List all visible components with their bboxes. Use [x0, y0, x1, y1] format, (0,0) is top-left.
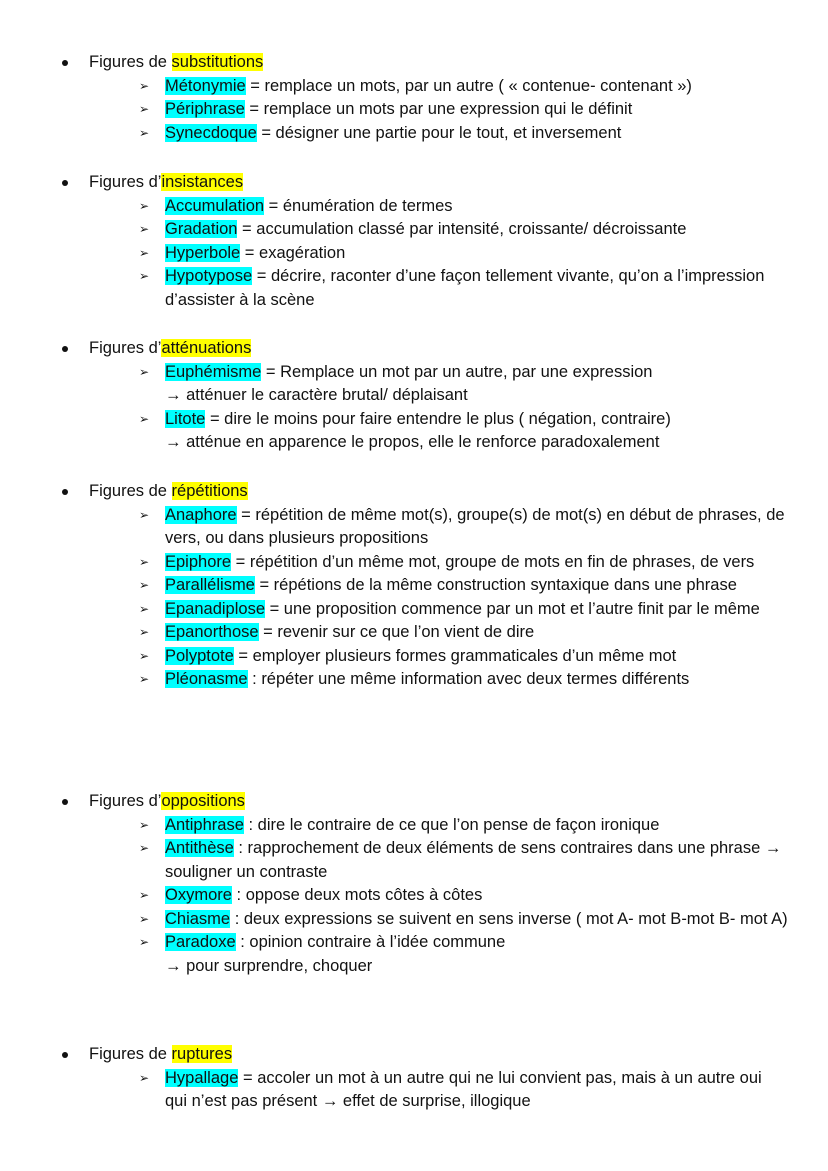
list-item [0, 98, 828, 122]
category-heading [0, 171, 828, 195]
category-heading [0, 790, 828, 814]
definition: = une proposition commence par un mot et l’autre finit par le même [265, 599, 760, 618]
category-keyword: ruptures [171, 1045, 233, 1063]
definition: = Remplace un mot par un autre, par une expression [261, 362, 653, 381]
term: Litote [165, 409, 206, 428]
definition: = revenir sur ce que l’on vient de dire [258, 623, 535, 641]
term: Métonymie [165, 76, 246, 95]
list-item [0, 814, 828, 838]
definition: = répétition de même mot(s), groupe(s) de mot(s) en début de phrases, de vers, ou dans plusieurs propositions [165, 505, 785, 547]
arrowhead-bullet-icon: ➢ [139, 507, 150, 522]
category-heading [0, 1043, 828, 1067]
list-item [0, 598, 828, 622]
category-heading [0, 337, 828, 361]
list-item [0, 574, 828, 598]
list-item [0, 75, 828, 99]
list-item [0, 361, 828, 385]
category-prefix: Figures d’ [89, 173, 162, 191]
bullet-dot-icon [62, 180, 68, 186]
term: Anaphore [165, 505, 237, 524]
term: Hypotypose [165, 267, 253, 285]
term: Euphémisme [165, 362, 262, 381]
category-keyword: atténuations [161, 339, 252, 357]
definition: = remplace un mots par une expression qui le définit [244, 100, 633, 118]
category-prefix: Figures de [89, 1045, 172, 1063]
definition: : deux expressions se suivent en sens inverse ( mot A- mot B-mot B- mot A) [230, 909, 788, 928]
term: Oxymore [165, 886, 232, 904]
term: Antiphrase [165, 815, 244, 834]
list-item [0, 668, 828, 692]
arrowhead-bullet-icon: ➢ [139, 841, 150, 855]
category-prefix: Figures de [89, 53, 172, 71]
list-item [0, 218, 828, 242]
arrowhead-bullet-icon: ➢ [139, 245, 150, 260]
arrowhead-bullet-icon: ➢ [139, 888, 150, 902]
bullet-dot-icon [62, 799, 68, 805]
category-keyword: oppositions [161, 792, 245, 810]
arrowhead-bullet-icon: ➢ [139, 625, 150, 639]
list-item [0, 408, 828, 432]
term: Epanorthose [165, 623, 259, 641]
term: Antithèse [165, 839, 234, 857]
arrowhead-bullet-icon: ➢ [139, 78, 150, 93]
definition: : oppose deux mots côtes à côtes [231, 886, 483, 904]
term: Hyperbole [165, 243, 241, 262]
list-item [0, 122, 828, 146]
term: Paradoxe [165, 933, 236, 951]
term: Hypallage [165, 1068, 239, 1087]
arrowhead-bullet-icon: ➢ [139, 601, 150, 616]
arrowhead-bullet-icon: ➢ [139, 911, 150, 926]
arrowhead-bullet-icon: ➢ [139, 1070, 150, 1085]
section-substitutions [0, 51, 828, 145]
category-keyword: répétitions [171, 482, 248, 500]
definition: = désigner une partie pour le tout, et inversement [256, 123, 622, 142]
arrowhead-bullet-icon: ➢ [139, 817, 150, 832]
list-item [0, 931, 828, 955]
definition: = remplace un mots, par un autre ( « contenue- contenant ») [245, 76, 692, 95]
bullet-dot-icon [62, 346, 68, 352]
definition: = exagération [240, 243, 346, 262]
arrowhead-bullet-icon: ➢ [139, 198, 150, 213]
arrowhead-bullet-icon: ➢ [139, 554, 150, 569]
category-heading [0, 51, 828, 75]
definition: = répétition d’un même mot, groupe de mots en fin de phrases, de vers [231, 552, 755, 571]
section-attenuations [0, 337, 828, 455]
item-note: → atténue en apparence le propos, elle le renforce paradoxalement [165, 433, 660, 451]
list-item [0, 242, 828, 266]
bullet-dot-icon [62, 60, 68, 66]
arrowhead-bullet-icon: ➢ [139, 935, 150, 949]
term: Epiphore [165, 552, 232, 571]
category-prefix: Figures d’ [89, 792, 162, 810]
list-item [0, 837, 828, 884]
term: Chiasme [165, 909, 231, 928]
term: Périphrase [165, 100, 245, 118]
definition: : répéter une même information avec deux termes différents [247, 670, 690, 688]
category-keyword: insistances [161, 173, 244, 191]
section-oppositions [0, 790, 828, 978]
section-insistances [0, 171, 828, 312]
category-prefix: Figures de [89, 482, 172, 500]
term: Synecdoque [165, 123, 257, 142]
list-item [0, 884, 828, 908]
term: Epanadiplose [165, 599, 265, 618]
arrowhead-bullet-icon: ➢ [139, 411, 150, 426]
list-item [0, 1067, 828, 1114]
definition: = décrire, raconter d’une façon tellement vivante, qu’on a l’impression d’assister à la scène [165, 267, 765, 309]
list-item [0, 551, 828, 575]
item-note: → atténuer le caractère brutal/ déplaisant [165, 386, 468, 404]
definition: = accumulation classé par intensité, croissante/ décroissante [237, 220, 687, 238]
arrowhead-bullet-icon: ➢ [139, 269, 150, 283]
definition: = dire le moins pour faire entendre le plus ( négation, contraire) [205, 409, 671, 428]
section-repetitions [0, 480, 828, 692]
definition: : rapprochement de deux éléments de sens contraires dans une phrase → souligner un contraste [165, 839, 782, 881]
list-item [0, 265, 828, 312]
list-item [0, 504, 828, 551]
bullet-dot-icon [62, 1052, 68, 1058]
definition: = employer plusieurs formes grammaticales d’un même mot [233, 646, 677, 665]
term: Parallélisme [165, 576, 255, 594]
definition: = accoler un mot à un autre qui ne lui convient pas, mais à un autre oui qui n’est pas présent → effet de surprise, illogique [165, 1068, 762, 1110]
arrowhead-bullet-icon: ➢ [139, 364, 150, 379]
list-item [0, 195, 828, 219]
category-heading [0, 480, 828, 504]
arrowhead-bullet-icon: ➢ [139, 578, 150, 592]
arrowhead-bullet-icon: ➢ [139, 672, 150, 686]
item-note: → pour surprendre, choquer [165, 956, 373, 975]
list-item [0, 621, 828, 645]
list-item [0, 908, 828, 932]
definition: = répétions de la même construction syntaxique dans une phrase [254, 576, 737, 594]
arrowhead-bullet-icon: ➢ [139, 125, 150, 140]
list-item [0, 645, 828, 669]
arrowhead-bullet-icon: ➢ [139, 102, 150, 116]
category-prefix: Figures d’ [89, 339, 162, 357]
term: Pléonasme [165, 670, 248, 688]
arrowhead-bullet-icon: ➢ [139, 648, 150, 663]
definition: : opinion contraire à l’idée commune [235, 933, 506, 951]
term: Accumulation [165, 196, 265, 215]
term: Gradation [165, 220, 238, 238]
section-ruptures [0, 1043, 828, 1114]
bullet-dot-icon [62, 489, 68, 495]
term: Polyptote [165, 646, 234, 665]
definition: = énumération de termes [264, 196, 453, 215]
arrowhead-bullet-icon: ➢ [139, 222, 150, 236]
definition: : dire le contraire de ce que l’on pense de façon ironique [243, 815, 660, 834]
category-keyword: substitutions [171, 53, 264, 71]
